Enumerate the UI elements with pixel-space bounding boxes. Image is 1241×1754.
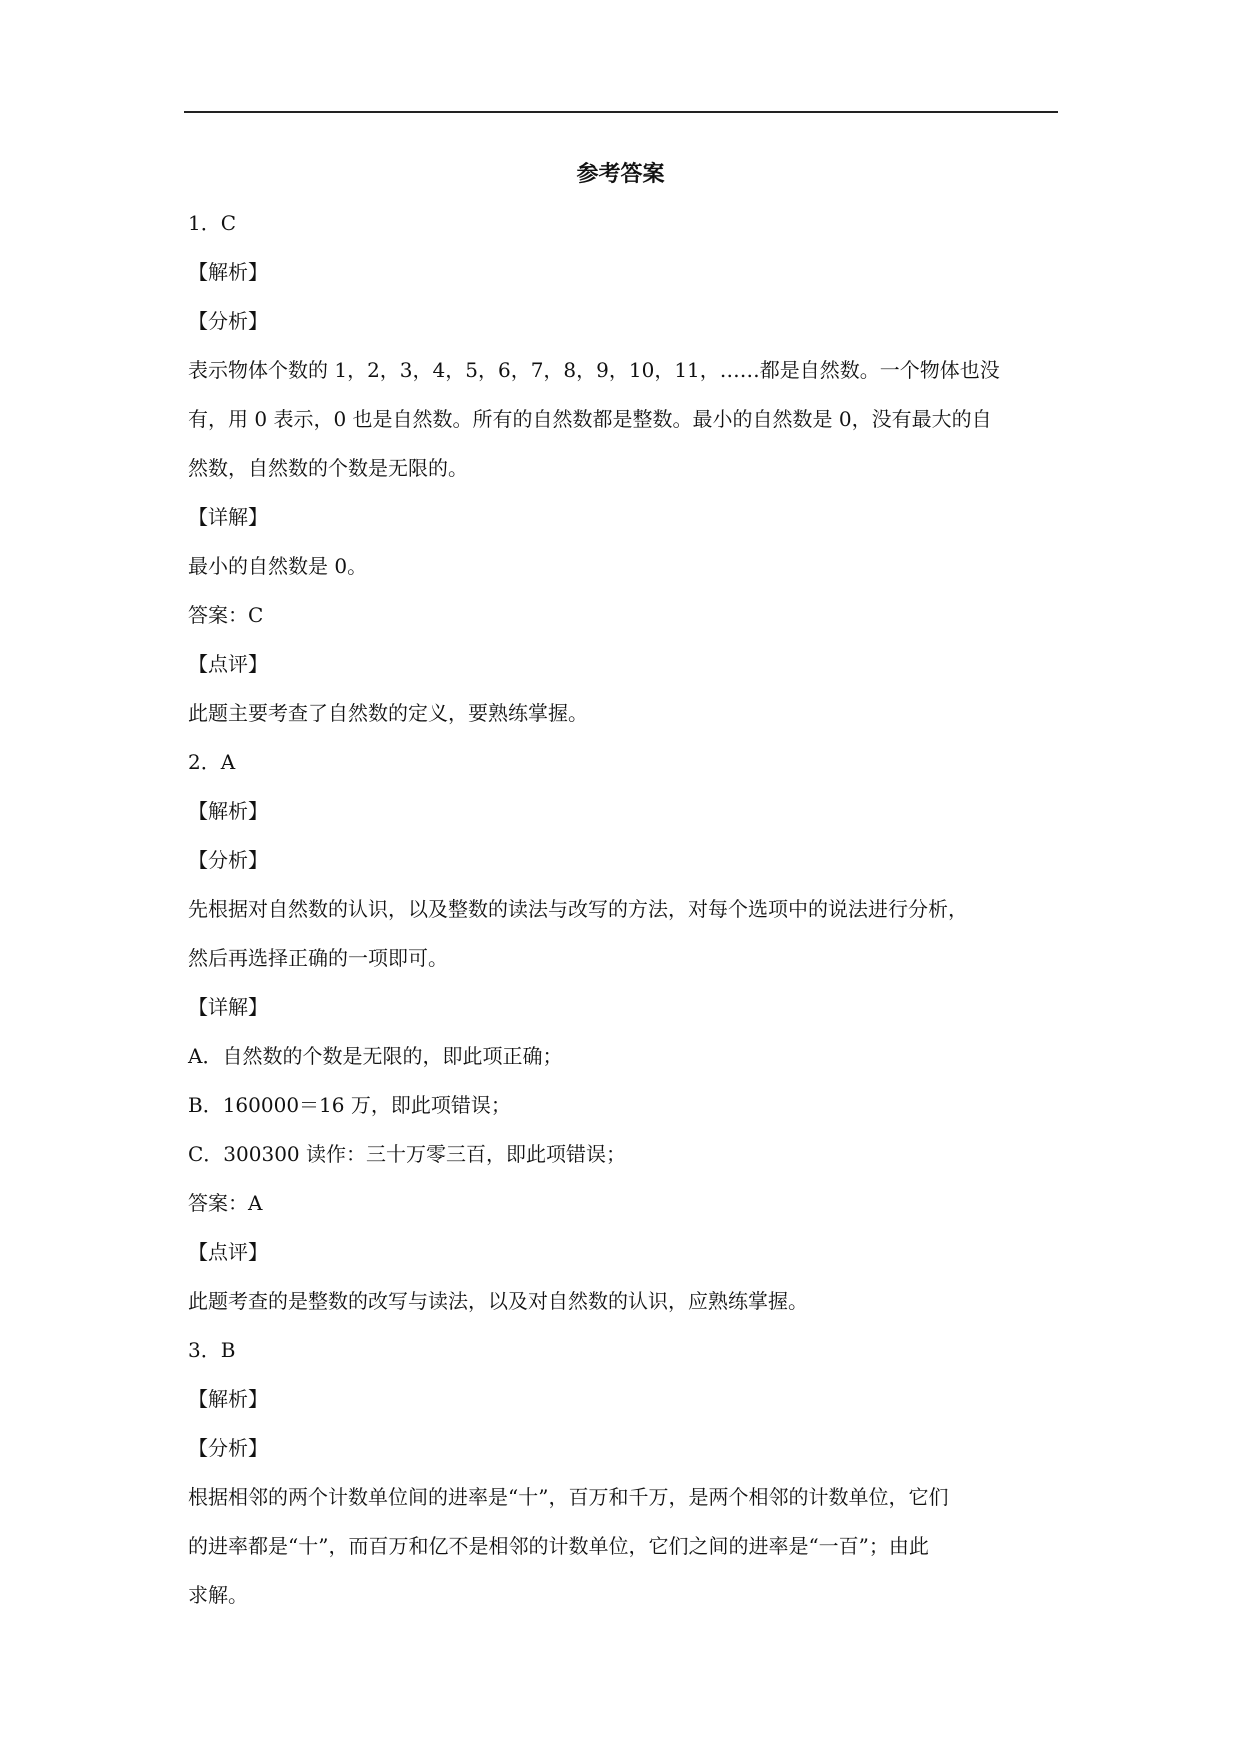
page-title: 参考答案 <box>576 162 665 187</box>
text-line: 根据相邻的两个计数单位间的进率是“十”，百万和千万，是两个相邻的计数单位，它们 <box>188 1485 949 1509</box>
text-line: 有，用 0 表示，0 也是自然数。所有的自然数都是整数。最小的自然数是 0，没有最大的自 <box>188 407 992 431</box>
text-line: 【分析】 <box>188 1436 268 1460</box>
text-line: 先根据对自然数的认识，以及整数的读法与改写的方法，对每个选项中的说法进行分析， <box>188 897 968 921</box>
text-line: 求解。 <box>188 1583 248 1607</box>
text-line: 然后再选择正确的一项即可。 <box>188 946 448 970</box>
text-line: A．自然数的个数是无限的，即此项正确； <box>188 1044 563 1068</box>
text-line: 【点评】 <box>188 652 268 676</box>
text-line: 的进率都是“十”，而百万和亿不是相邻的计数单位，它们之间的进率是“一百”；由此 <box>188 1534 929 1558</box>
text-line: 此题考查的是整数的改写与读法，以及对自然数的认识，应熟练掌握。 <box>188 1289 808 1313</box>
text-line: 2．A <box>188 750 236 774</box>
text-line: 【详解】 <box>188 995 268 1019</box>
text-line: 表示物体个数的 1，2，3，4，5，6，7，8，9，10，11，……都是自然数。一个物体也没 <box>188 358 1000 382</box>
header-rule <box>184 111 1058 113</box>
answer-content <box>188 208 1058 1629</box>
text-line: 【点评】 <box>188 1240 268 1264</box>
text-line: 【解析】 <box>188 260 268 284</box>
text-line: B．160000＝16 万，即此项错误； <box>188 1093 511 1117</box>
text-line: 3．B <box>188 1338 236 1362</box>
text-line: 最小的自然数是 0。 <box>188 554 368 578</box>
text-line: 【分析】 <box>188 848 268 872</box>
text-line: 【分析】 <box>188 309 268 333</box>
text-line: 【详解】 <box>188 505 268 529</box>
text-line: 【解析】 <box>188 1387 268 1411</box>
text-line: 答案：A <box>188 1191 263 1215</box>
text-line: 1．C <box>188 211 237 235</box>
text-line: 此题主要考查了自然数的定义，要熟练掌握。 <box>188 701 588 725</box>
text-line: C．300300 读作：三十万零三百，即此项错误； <box>188 1142 627 1166</box>
text-line: 答案：C <box>188 603 264 627</box>
text-line: 然数，自然数的个数是无限的。 <box>188 456 468 480</box>
text-line: 【解析】 <box>188 799 268 823</box>
